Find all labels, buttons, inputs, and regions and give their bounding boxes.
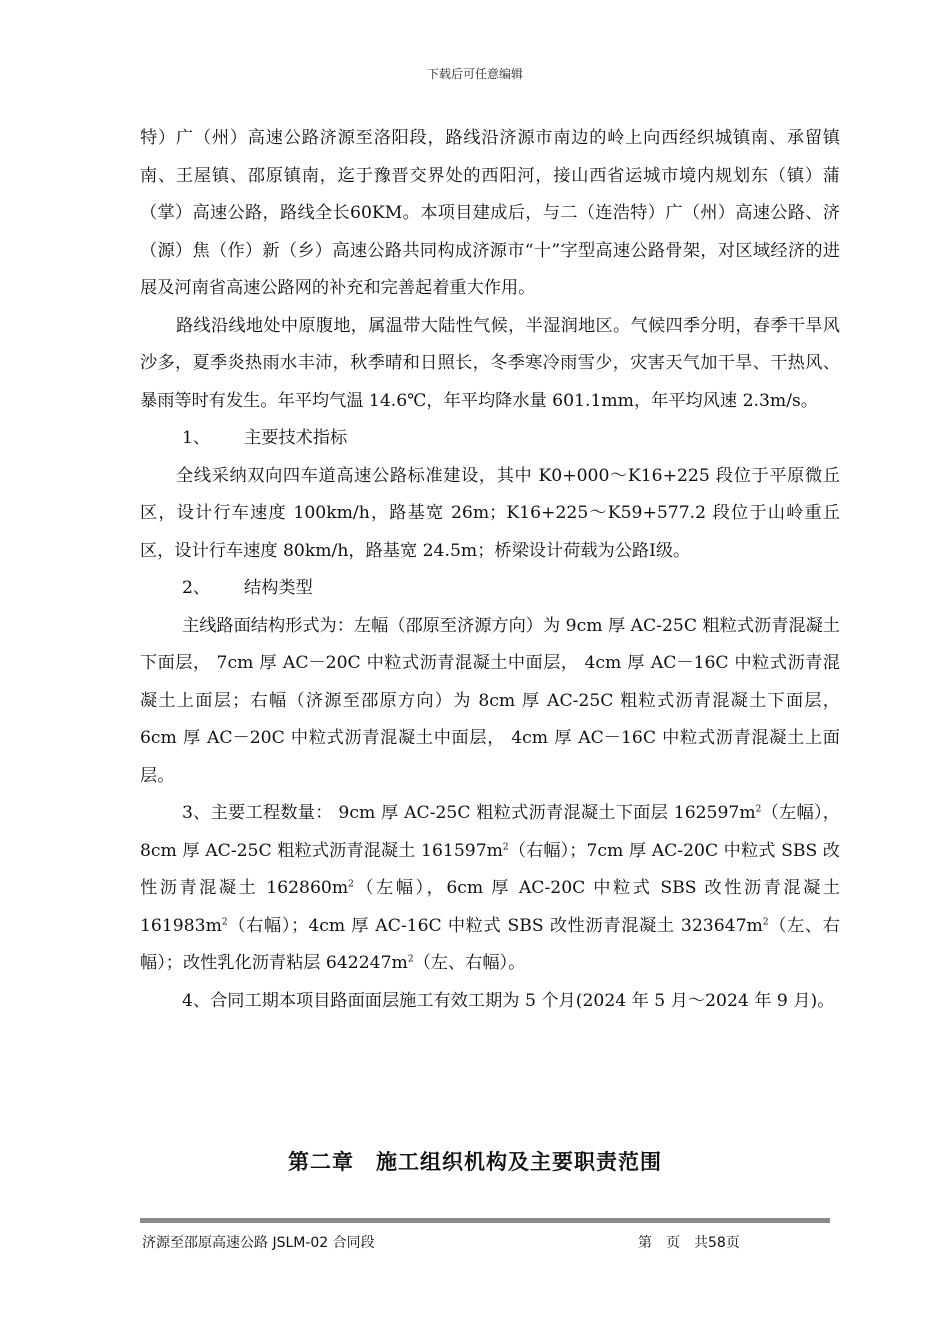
section-number: 2、	[182, 578, 211, 598]
paragraph-route: 特）广（州）高速公路济源至洛阳段，路线沿济源市南边的岭上向西经织城镇南、承留镇南、王屋镇、邵原镇南，迄于豫晋交界处的西阳河，接山西省运城市境内规划东（镇）蒲（掌）高速公路，路线全长60KM。本项目建成后，与二（连浩特）广（州）高速公路、济（源）焦（作）新（乡）高速公路共同构成济源市“十”字型高速公路骨架，对区域经济的进展及河南省高速公路网的补充和完善起着重大作用。	[140, 128, 840, 298]
paragraph-tech-indicators: 全线采纳双向四车道高速公路标准建设，其中 K0+000～K16+225 段位于平原微丘区，设计行车速度 100km/h，路基宽 26m；K16+225～K59+577.2 段位于山岭重丘区，设计行车速度 80km/h，路基宽 24.5m；桥梁设计荷载为公路Ⅰ级。	[140, 465, 840, 561]
section-heading-tech	[140, 420, 840, 458]
footer-page-number: 第 页 共58页	[638, 1235, 740, 1251]
chapter-number: 第二章	[288, 1150, 354, 1174]
section-title: 主要技术指标	[244, 428, 348, 448]
paragraph-contract-period: 4、合同工期本项目路面面层施工有效工期为 5 个月(2024 年 5 月～2024 年 9 月)。	[182, 990, 835, 1011]
section-number: 1、	[182, 428, 211, 448]
footer-project-name: 济源至邵原高速公路 JSLM-02 合同段	[142, 1235, 375, 1251]
document-body	[140, 120, 840, 1020]
chapter-title: 施工组织机构及主要职责范围	[376, 1150, 662, 1174]
chapter-heading	[0, 1146, 950, 1176]
paragraph-quantities: 3、主要工程数量： 9cm 厚 AC-25C 粗粒式沥青混凝土下面层 $162597m^2$（左幅），8cm 厚 AC-25C 粗粒式沥青混凝土 $161597m^2$（右幅）；7cm 厚 AC-20C 中粒式 SBS 改性沥青混凝土 $162860m^2$（左幅），6cm 厚 AC-20C 中粒式 SBS 改性沥青混凝土 $161983m^2$（右幅）；4cm 厚 AC-16C 中粒式 SBS 改性沥青混凝土 $323647m^2$（左、右幅）；改性乳化沥青粘层 $642247m^2$（左、右幅）。	[140, 803, 840, 973]
footer-divider	[140, 1218, 830, 1223]
paragraph-climate: 路线沿线地处中原腹地，属温带大陆性气候，半湿润地区。气候四季分明，春季干旱风沙多，夏季炎热雨水丰沛，秋季晴和日照长，冬季寒冷雨雪少，灾害天气加干旱、干热风、暴雨等时有发生。年平均气温 14.6℃，年平均降水量 601.1mm，年平均风速 2.3m/s。	[140, 315, 840, 411]
section-heading-structure	[140, 570, 840, 608]
paragraph-pavement-structure: 主线路面结构形式为：左幅（邵原至济源方向）为 9cm 厚 AC-25C 粗粒式沥青混凝土下面层， 7cm 厚 AC－20C 中粒式沥青混凝土中面层， 4cm 厚 AC－16C 中粒式沥青混凝土上面层；右幅（济源至邵原方向）为 8cm 厚 AC-25C 粗粒式沥青混凝土下面层， 6cm 厚 AC－20C 中粒式沥青混凝土中面层， 4cm 厚 AC－16C 中粒式沥青混凝土上面层。	[140, 615, 840, 786]
section-title: 结构类型	[244, 578, 313, 598]
header-note: 下载后可任意编辑	[426, 67, 523, 81]
